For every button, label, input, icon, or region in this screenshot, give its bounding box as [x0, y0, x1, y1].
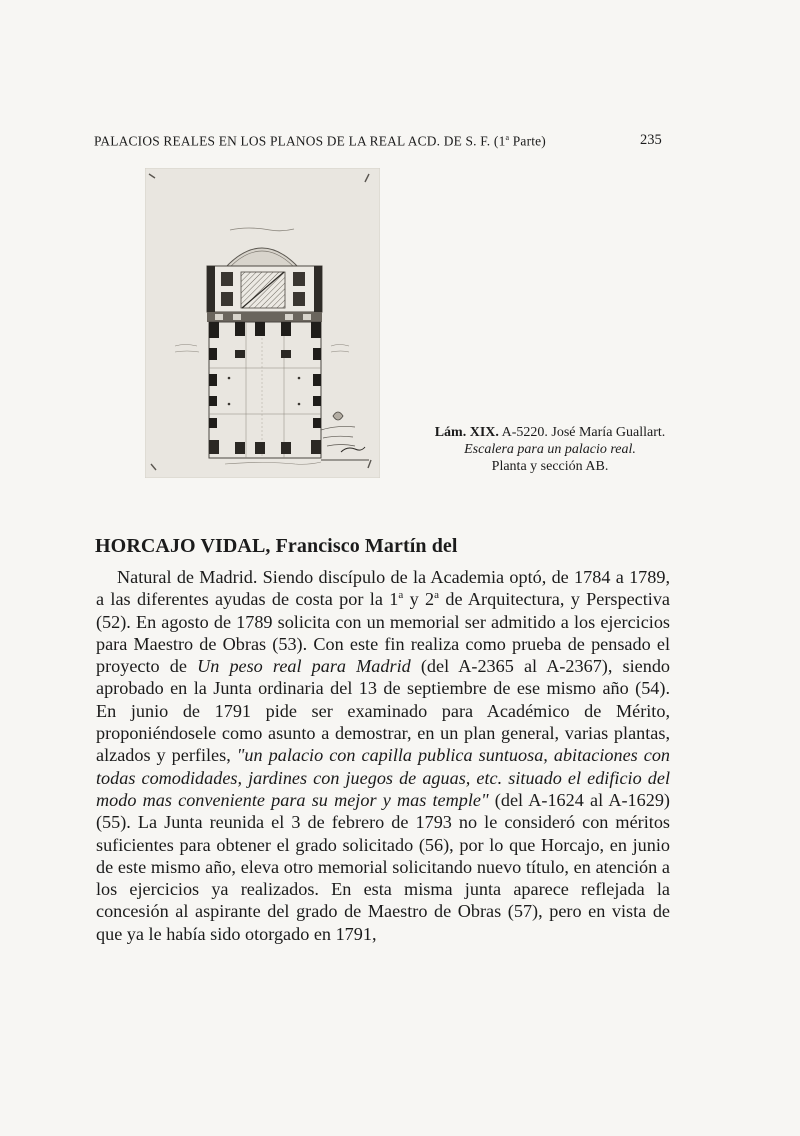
- page-number: 235: [640, 132, 662, 148]
- running-title-superscript: a: [505, 133, 510, 142]
- superscript: a: [398, 589, 404, 602]
- figure-caption: [414, 424, 686, 475]
- text-run: (del A-1624 al A-1629) (55). La Junta reunida el 3 de febrero de 1793 no le consideró con méritos suficientes para obtener el grado solicitado (56), por lo que Horcajo, en junio de este mismo año, eleva otro memorial solicitando nuevo título, en atención a los ejercicios ya realizados. En esta misma junta aparece reflejada la concesión al aspirante del grado de Maestro de Obras (57), pero en vista de que ya le había sido otorgado en 1791,: [96, 789, 670, 944]
- text-run: (del A-2365 al A-2367), siendo aprobado en la Junta ordinaria del 13 de septiembre de ese mismo año (54). En junio de 1791 pide ser examinado para Académico de Mérito, proponiéndosele como asunto a demostrar, en un plan general, varias plantas, alzados y perfiles,: [96, 656, 671, 766]
- text-run: y 2: [403, 589, 435, 610]
- plate-subtitle: Planta y sección AB.: [491, 459, 609, 474]
- architectural-plate: [145, 168, 380, 478]
- entry-body: [96, 566, 670, 945]
- text-run: de Arquitectura, y Perspectiva (52). En agosto de 1789 solicita con un memorial ser admitido a los ejercicios para Maestro de Obras (53). Con este fin realiza como prueba de pensado el proyecto de: [96, 589, 671, 677]
- running-head: [94, 133, 546, 149]
- italic-title: Un peso real para Madrid: [197, 656, 411, 677]
- italic-quotation: "un palacio con capilla publica suntuosa, abitaciones con todas comodidades, jardines con juegos de aguas, etc. situado el edificio del modo mas conveniente para su mejor y mas temple": [96, 745, 671, 810]
- superscript: a: [434, 589, 440, 602]
- plate-label: Lám. XIX.: [434, 425, 499, 440]
- entry-heading: HORCAJO VIDAL, Francisco Martín del: [95, 535, 458, 557]
- running-title-end: Parte): [509, 133, 546, 149]
- body-paragraph: [96, 566, 670, 945]
- caption-line-1: [414, 424, 686, 441]
- plate-reference: A-5220. José María Guallart.: [498, 425, 666, 440]
- text-run: Natural de Madrid. Siendo discípulo de la Academia optó, de 1784 a 1789, a las diferentes ayudas de costa por la 1: [96, 567, 670, 610]
- plate-title: Escalera para un palacio real.: [464, 442, 636, 457]
- running-title: PALACIOS REALES EN LOS PLANOS DE LA REAL ACD. DE S. F. (1: [94, 133, 506, 149]
